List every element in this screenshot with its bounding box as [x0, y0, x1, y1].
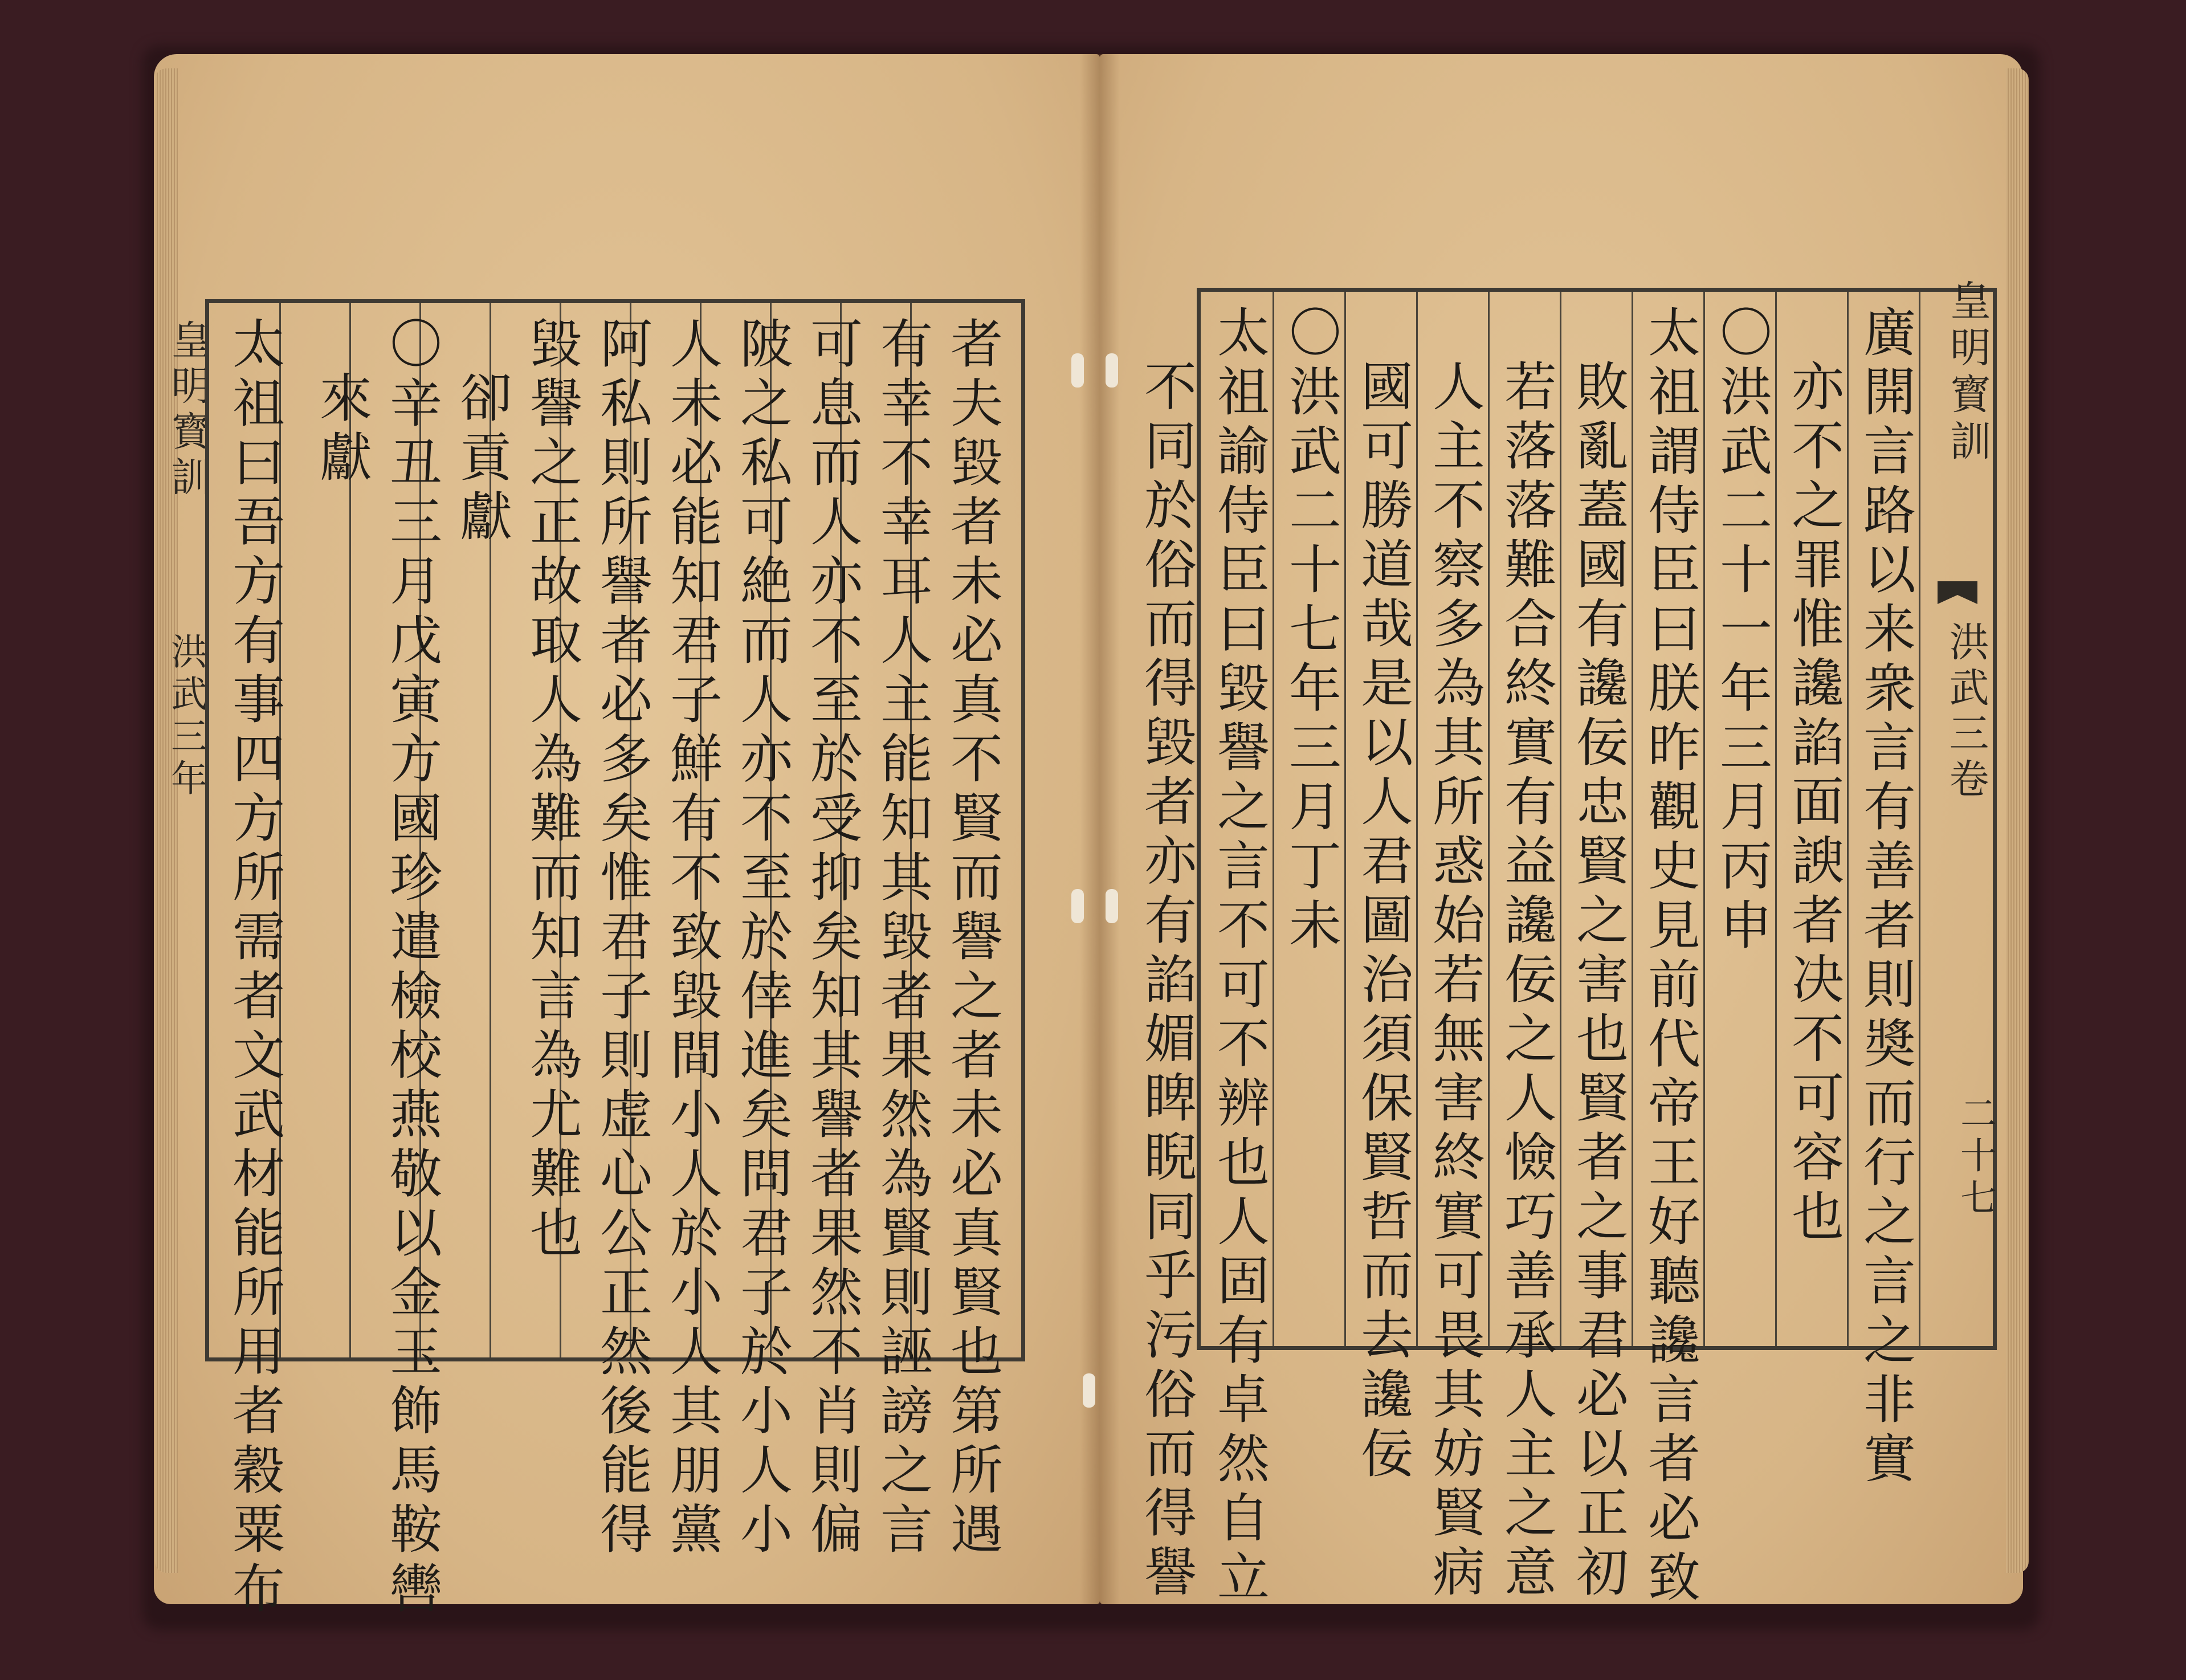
- left-margin-volume: 洪武三年: [165, 633, 207, 801]
- text-column: 有幸不幸耳人主能知其毀者果然為賢則誣謗之言: [872, 316, 933, 1561]
- right-page-edges: [2006, 68, 2029, 1573]
- text-column: 毀譽之正故取人為難而知言為尤難也: [521, 316, 582, 1265]
- text-column: 〇洪武二十七年三月丁未: [1280, 305, 1341, 957]
- binding-stitch: [1071, 889, 1084, 923]
- text-column: 〇辛丑三月戊寅方國珍遣檢校燕敬以金玉飾馬鞍轡: [381, 316, 442, 1620]
- text-column: 敗亂蓋國有讒佞忠賢之害也賢者之事君必以正初: [1568, 359, 1629, 1604]
- text-column: 太祖諭侍臣曰毀譽之言不可不辨也人固有卓然自立: [1209, 305, 1270, 1609]
- text-column: 若落落難合終實有益讒佞之人憸巧善承人主之意: [1496, 359, 1557, 1604]
- section-heading: 卻貢獻: [451, 370, 512, 548]
- text-column: 陂之私可絶而人亦不至於倖進矣問君子於小人小: [732, 316, 793, 1561]
- text-column: 太祖謂侍臣曰朕昨觀史見前代帝王好聽讒言者必致: [1640, 305, 1700, 1609]
- text-column: 者夫毀者未必真不賢而譽之者未必真賢也第所遇: [942, 316, 1003, 1561]
- text-column: 阿私則所譽者必多矣惟君子則虚心公正然後能得: [592, 316, 652, 1561]
- binding-stitch: [1106, 353, 1118, 388]
- text-column: 不同於俗而得毀者亦有諂媚睥睨同乎污俗而得譽: [1136, 359, 1197, 1604]
- binding-stitch: [1083, 1373, 1095, 1408]
- left-margin-title: 皇明寳訓: [165, 319, 211, 501]
- text-column: 人未必能知君子鮮有不致毀間小人於小人其朋黨: [662, 316, 723, 1561]
- folio-number: 二十七: [1954, 1094, 1996, 1221]
- text-column: 國可勝道哉是以人君圖治須保賢哲而去讒佞: [1352, 359, 1413, 1485]
- book-gutter: [1080, 54, 1120, 1604]
- binding-stitch: [1106, 889, 1118, 923]
- text-column: 太祖曰吾方有事四方所需者文武材能所用者穀粟布: [224, 316, 285, 1620]
- right-margin-volume: 洪武三卷: [1943, 621, 1989, 804]
- left-page-edges: [155, 68, 178, 1573]
- text-column: 可息而人亦不至於受抑矣知其譽者果然不肖則偏: [802, 316, 863, 1561]
- text-column: 〇洪武二十一年三月丙申: [1711, 305, 1772, 957]
- text-column: 廣開言路以来衆言有善者則奬而行之言之非實: [1855, 305, 1916, 1490]
- text-column: 來獻: [311, 370, 372, 489]
- binding-stitch: [1071, 353, 1084, 388]
- text-column: 亦不之罪惟讒諂面諛者决不可容也: [1783, 359, 1844, 1248]
- text-column: 人主不察多為其所惑始若無害終實可畏其妨賢病: [1424, 359, 1485, 1604]
- right-margin-title: 皇明寳訓: [1943, 279, 1991, 466]
